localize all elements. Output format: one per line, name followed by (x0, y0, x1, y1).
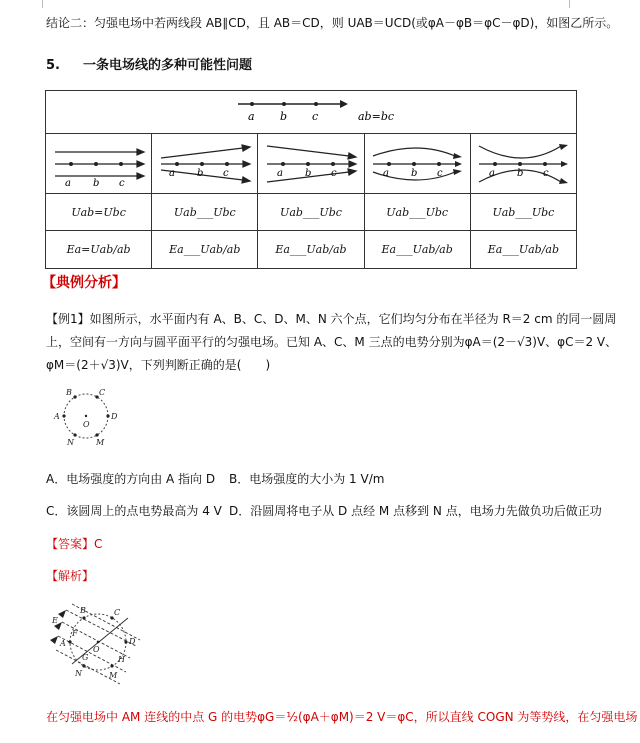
svg-text:H: H (118, 655, 125, 664)
e-relation-cell: Ea=Uab/ab (46, 231, 152, 269)
svg-text:O: O (93, 645, 100, 654)
choice-b: B．电场强度的大小为 1 V/m (229, 472, 385, 486)
u-relation-cell: Uab___Ubc (470, 194, 576, 231)
pinched-field-figure (475, 140, 571, 188)
choice-d: D．沿圆周将电子从 D 点经 M 点移到 N 点，电场力先做负功后做正功 (229, 504, 602, 518)
svg-text:D: D (129, 637, 136, 646)
svg-text:B: B (66, 388, 72, 397)
single-field-line-figure (232, 94, 432, 130)
svg-text:B: B (80, 606, 86, 615)
svg-text:a: a (64, 177, 71, 188)
bulging-field-figure (369, 140, 465, 188)
svg-text:c: c (222, 167, 229, 179)
choice-c: C．该圆周上的点电势最高为 4 V (46, 504, 222, 518)
uniform-field-figure (51, 140, 147, 188)
explanation-line: 在匀强电场中 AM 连线的中点 G 的电势φG＝½(φA＋φM)＝2 V＝φC，所以直线 COGN 为等势线，在匀强电场 (46, 710, 638, 724)
svg-text:C: C (114, 608, 121, 617)
example-line-1: 【例1】如图所示，水平面内有 A、B、C、D、M、N 六个点，它们均匀分布在半径为 R＝2 cm 的同一圆周 (46, 312, 617, 326)
case-pinched-cell (470, 134, 576, 194)
point-label-c: c (312, 110, 319, 123)
page-corner-mark (30, 0, 43, 8)
case-diverging-cell (152, 134, 258, 194)
svg-text:c: c (118, 177, 125, 188)
svg-text:b: b (196, 167, 204, 179)
e-relation-cell: Ea___Uab/ab (152, 231, 258, 269)
svg-text:A: A (54, 412, 60, 421)
svg-text:N: N (75, 669, 82, 678)
svg-text:b: b (92, 177, 99, 188)
svg-text:D: D (111, 412, 118, 421)
svg-text:E: E (52, 616, 58, 625)
svg-text:a: a (383, 167, 390, 179)
answer-line: 【答案】C (46, 537, 103, 551)
svg-text:a: a (276, 167, 283, 179)
conclusion-two: 结论二：匀强电场中若两线段 AB∥CD，且 AB＝CD，则 UAB＝UCD(或φA－φB＝φC－φD)，如图乙所示。 (46, 16, 619, 30)
svg-text:b: b (517, 167, 524, 179)
diverging-field-figure (157, 140, 253, 188)
converging-field-figure (263, 140, 359, 188)
svg-text:c: c (330, 167, 337, 179)
svg-text:F: F (72, 629, 78, 638)
table-top-cell (46, 91, 577, 134)
u-relation-cell: Uab=Ubc (46, 194, 152, 231)
section-number: 5. (46, 58, 60, 73)
section-title: 一条电场线的多种可能性问题 (83, 58, 253, 73)
e-relation-cell: Ea___Uab/ab (258, 231, 364, 269)
u-relation-cell: Uab___Ubc (258, 194, 364, 231)
svg-text:O: O (83, 420, 90, 429)
case-bulging-cell (364, 134, 470, 194)
analysis-heading: 【典例分析】 (42, 275, 126, 291)
example-line-3: φM＝(2＋√3)V，下列判断正确的是( ) (46, 358, 271, 372)
svg-text:a: a (168, 167, 175, 179)
e-relation-cell: Ea___Uab/ab (470, 231, 576, 269)
point-label-a: a (248, 110, 255, 123)
svg-text:b: b (304, 167, 312, 179)
svg-text:b: b (411, 167, 418, 179)
section-heading (46, 57, 252, 75)
relation-label: ab=bc (358, 110, 395, 123)
u-relation-cell: Uab___Ubc (364, 194, 470, 231)
svg-text:c: c (543, 167, 549, 179)
svg-text:A: A (60, 639, 66, 648)
e-relation-cell: Ea___Uab/ab (364, 231, 470, 269)
svg-text:N: N (67, 438, 74, 447)
page-corner-mark (569, 0, 582, 8)
point-label-b: b (280, 110, 288, 123)
field-line-table (45, 90, 577, 269)
explanation-heading: 【解析】 (46, 569, 95, 583)
svg-text:a: a (489, 167, 496, 179)
svg-text:M: M (96, 438, 105, 447)
svg-text:G: G (82, 653, 89, 662)
case-converging-cell (258, 134, 364, 194)
svg-text:M: M (109, 671, 118, 680)
u-relation-cell: Uab___Ubc (152, 194, 258, 231)
svg-text:C: C (99, 388, 106, 397)
choice-a: A．电场强度的方向由 A 指向 D (46, 472, 216, 486)
svg-text:c: c (437, 167, 443, 179)
case-uniform-cell (46, 134, 152, 194)
solution-figure (48, 600, 144, 686)
example-line-2: 上，空间有一方向与圆平面平行的匀强电场。已知 A、C、M 三点的电势分别为φA＝(2－√3)V、φC＝2 V、 (46, 335, 618, 349)
circle-figure (46, 386, 126, 448)
